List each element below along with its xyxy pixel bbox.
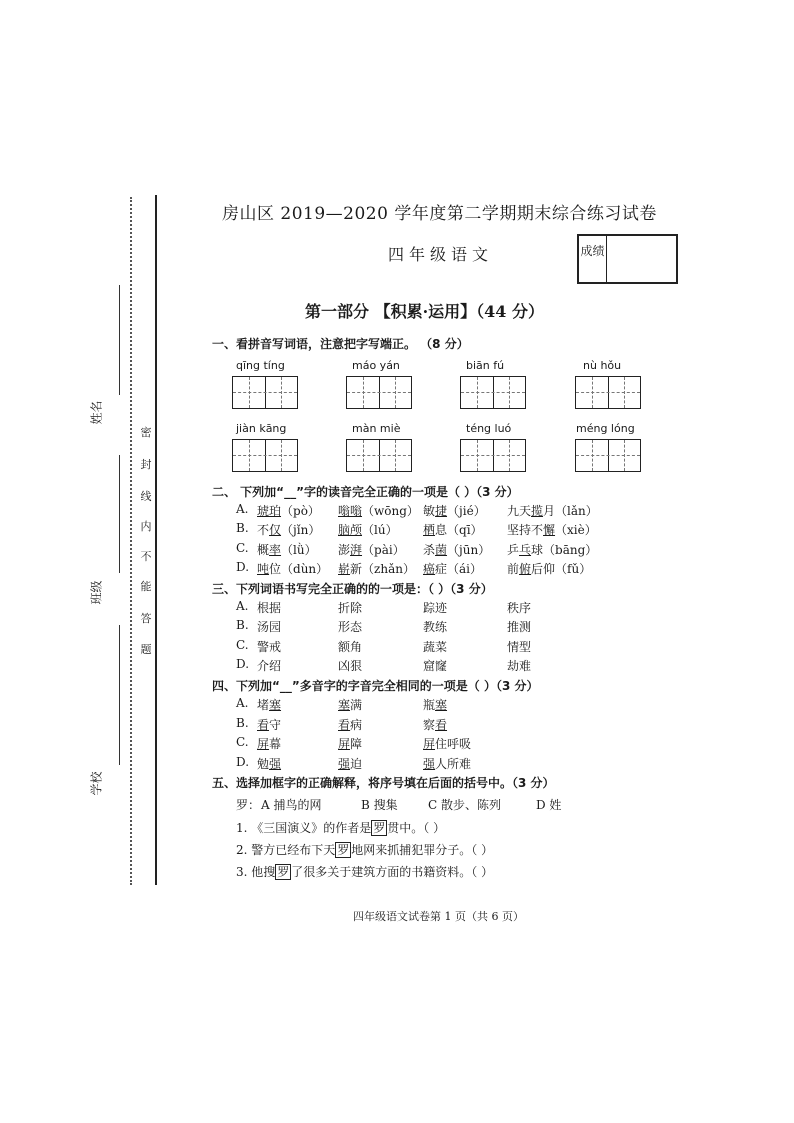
writing-grid[interactable] [575,376,641,409]
q4-option: 屏障 [338,737,363,751]
q4-option: 勉强 [257,757,282,771]
q2-option: 崭新（zhǎn） [338,562,415,576]
q5-definition: B 搜集 [361,798,398,812]
q1-title: 一、看拼音写词语，注意把字写端正。 （8 分） [212,337,469,351]
score-box[interactable] [577,234,678,284]
class-fill-line[interactable] [119,455,120,573]
boxed-char: 罗 [337,843,350,857]
option-letter: A. [236,599,249,613]
q5-sentence: 1. 《三国演义》的作者是 罗 贯中。（ ） [236,821,446,835]
q2-option: 乒乓球（bāng） [507,543,598,557]
pinyin: méng lóng [576,422,635,435]
seal-char: 不 [140,550,152,563]
q5-sentence: 3. 他搜 罗 了很多关于建筑方面的书籍资料。（ ） [236,865,494,879]
seal-char: 答 [140,612,152,625]
q5-definition: C 散步、陈列 [428,798,501,812]
q4-option: 强迫 [338,757,363,771]
option-letter: B. [236,521,249,535]
q3-word: 蔬菜 [423,640,448,654]
q3-word: 劫难 [507,659,532,673]
q4-option: 看病 [338,718,363,732]
q2-option: 概率（lǜ） [257,543,317,557]
score-label: 成绩 [579,236,607,282]
pinyin: biān fú [466,359,505,372]
pinyin: màn miè [352,422,401,435]
q3-word: 窟窿 [423,659,448,673]
q3-word: 额角 [338,640,363,654]
q3-word: 形态 [338,620,363,634]
q5-definition: D 姓 [536,798,562,812]
q5-def-head: 罗： [236,798,261,812]
binding-dotted-line [130,197,132,885]
q2-option: 嗡嗡（wōng） [338,504,419,518]
option-letter: B. [236,716,249,730]
pinyin: téng luó [466,422,512,435]
writing-grid[interactable] [460,376,526,409]
q2-option: 澎湃（pài） [338,543,405,557]
q3-word: 根据 [257,601,282,615]
exam-subtitle: 四年级语文 [388,245,494,264]
q5-title: 五、选择加框字的正确解释，将序号填在后面的括号中。（3 分） [212,776,555,790]
q2-option: 坚持不懈（xiè） [507,523,597,537]
seal-char: 能 [140,580,152,593]
q2-title: 二、 下列加“__”字的读音完全正确的一项是（ ）（3 分） [212,485,519,499]
q2-option: 敏捷（jié） [423,504,486,518]
q3-word: 秩序 [507,601,532,615]
option-letter: C. [236,638,249,652]
name-label: 姓名 [89,400,104,425]
q2-option: 吨位（dùn） [257,562,329,576]
option-letter: C. [236,735,249,749]
option-letter: D. [236,657,250,671]
q5-sentence: 2. 警方已经布下天 罗 地网来抓捕犯罪分子。（ ） [236,843,494,857]
pinyin: máo yán [352,359,400,372]
q2-option: 前俯后仰（fǔ） [507,562,592,576]
q3-word: 凶狠 [338,659,363,673]
q2-option: 九天揽月（lǎn） [507,504,598,518]
option-letter: D. [236,560,250,574]
writing-grid[interactable] [575,439,641,472]
writing-grid[interactable] [346,439,412,472]
q4-option: 屏幕 [257,737,282,751]
q4-option: 看守 [257,718,282,732]
q3-word: 踪迹 [423,601,448,615]
q3-word: 情型 [507,640,532,654]
q3-word: 教练 [423,620,448,634]
option-letter: B. [236,618,249,632]
q5-definition: A 捕鸟的网 [261,798,322,812]
q4-option: 察看 [423,718,448,732]
writing-grid[interactable] [460,439,526,472]
pinyin: qīng tíng [236,359,285,372]
pinyin: nù hǒu [583,359,622,372]
class-label: 班级 [89,580,104,605]
seal-char: 封 [140,458,152,471]
option-letter: A. [236,502,249,516]
exam-title: 房山区 2019—2020 学年度第二学期期末综合练习试卷 [222,204,657,224]
writing-grid[interactable] [346,376,412,409]
q2-option: 琥珀（pò） [257,504,320,518]
q3-word: 推测 [507,620,532,634]
name-fill-line[interactable] [119,285,120,395]
seal-char: 内 [140,520,152,533]
pinyin: jiàn kāng [236,422,287,435]
option-letter: A. [236,696,249,710]
q3-word: 折除 [338,601,363,615]
boxed-char: 罗 [373,821,386,835]
q3-word: 警戒 [257,640,282,654]
school-fill-line[interactable] [119,625,120,765]
q2-option: 癌症（ái） [423,562,483,576]
option-letter: D. [236,755,250,769]
q2-option: 杀菌（jūn） [423,543,491,557]
q4-option: 强人所难 [423,757,472,771]
writing-grid[interactable] [232,439,298,472]
q4-title: 四、下列加“__”多音字的字音完全相同的一项是（ ）（3 分） [212,679,539,693]
part1-title: 第一部分 【积累·运用】（44 分） [305,302,544,321]
seal-char: 题 [140,643,152,656]
q3-word: 汤园 [257,620,282,634]
q2-option: 脑颅（lú） [338,523,398,537]
writing-grid[interactable] [232,376,298,409]
q4-option: 瓶塞 [423,698,448,712]
school-label: 学校 [89,771,104,796]
seal-char: 线 [140,490,152,503]
q2-option: 不仅（jǐn） [257,523,321,537]
binding-solid-line [155,195,157,885]
page-footer: 四年级语文试卷第 1 页（共 6 页） [353,910,524,923]
q4-option: 塞满 [338,698,363,712]
q4-option: 屏住呼吸 [423,737,472,751]
option-letter: C. [236,541,249,555]
q3-word: 介绍 [257,659,282,673]
q3-title: 三、下列词语书写完全正确的的一项是：（ ）（3 分） [212,582,493,596]
seal-char: 密 [140,426,152,439]
q4-option: 堵塞 [257,698,282,712]
q2-option: 栖息（qī） [423,523,483,537]
boxed-char: 罗 [277,865,290,879]
